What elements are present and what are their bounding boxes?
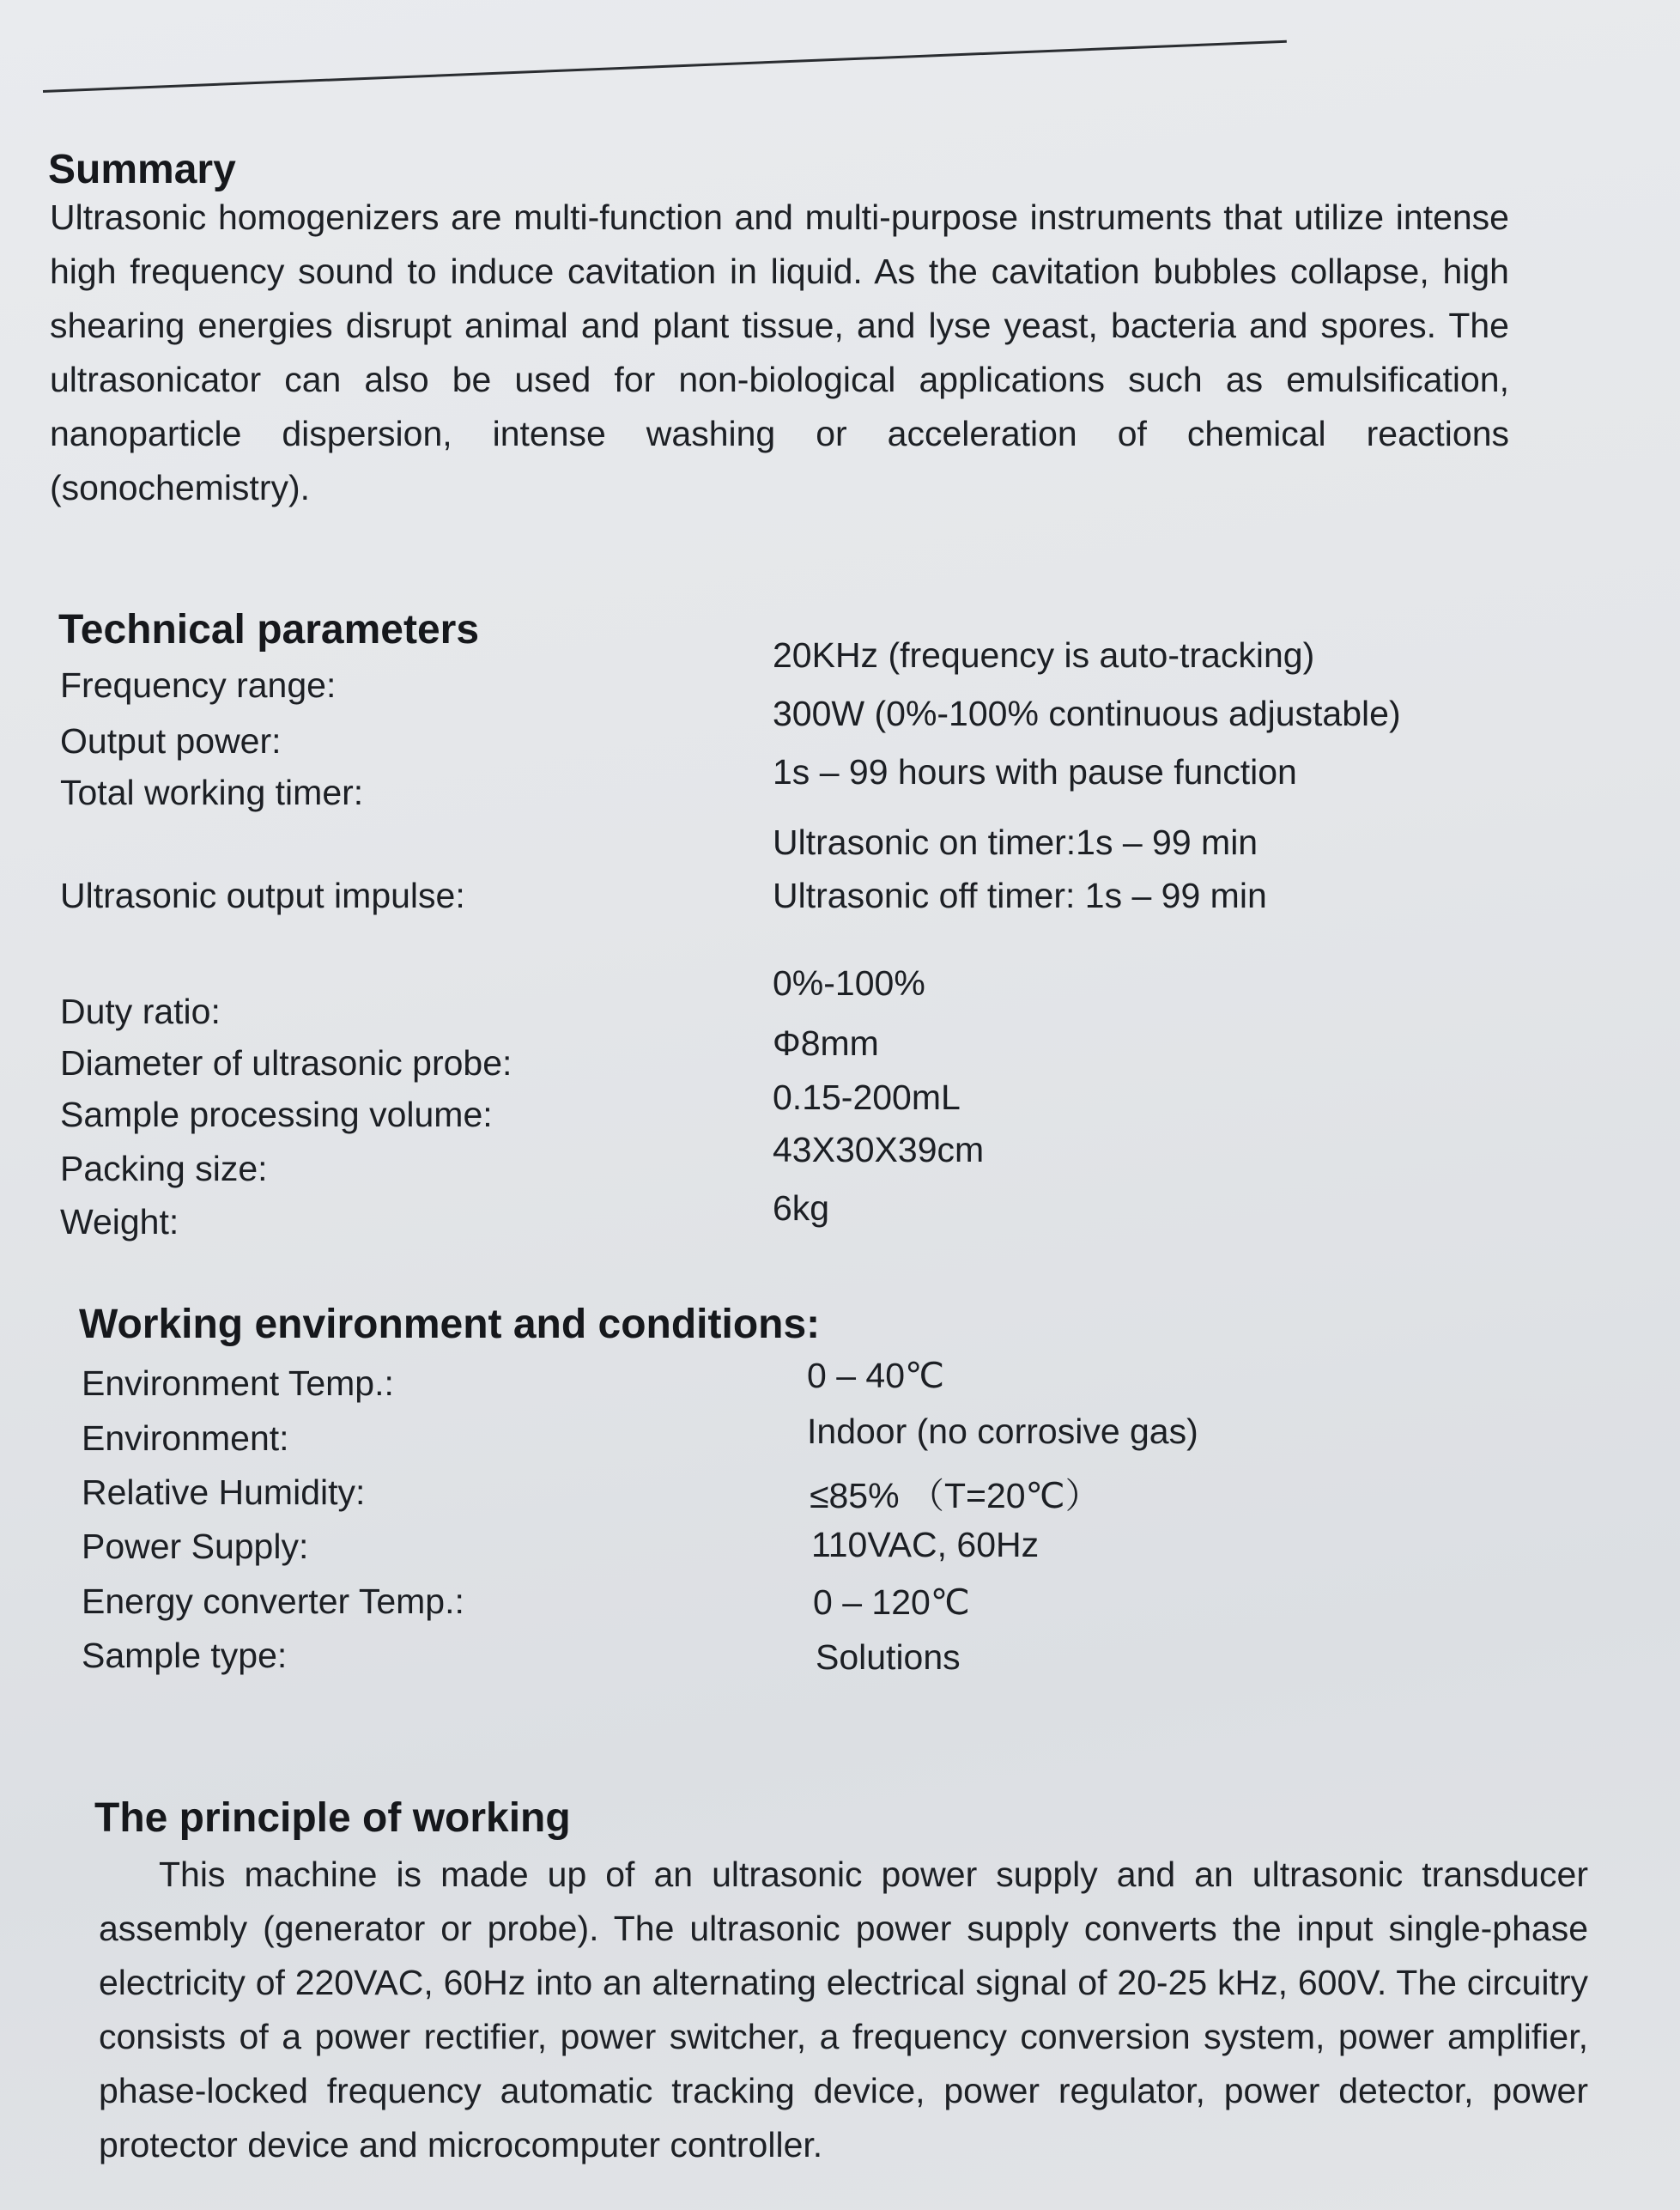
param-value: 0%-100% — [773, 963, 925, 1003]
env-label: Sample type: — [82, 1636, 288, 1675]
param-value: 1s – 99 hours with pause function — [773, 752, 1297, 792]
param-label: Weight: — [60, 1202, 179, 1242]
env-value: Indoor (no corrosive gas) — [807, 1412, 1198, 1451]
principle-paragraph — [99, 1848, 1588, 2172]
technical-parameters-heading: Technical parameters — [58, 607, 480, 653]
env-label: Environment Temp.: — [82, 1363, 394, 1403]
param-value: 300W (0%-100% continuous adjustable) — [773, 694, 1401, 733]
param-label: Diameter of ultrasonic probe: — [60, 1043, 512, 1083]
param-label: Frequency range: — [60, 665, 337, 705]
param-value: 20KHz (frequency is auto-tracking) — [773, 635, 1315, 675]
param-value-secondary: Ultrasonic off timer: 1s – 99 min — [773, 876, 1267, 915]
env-label: Relative Humidity: — [82, 1472, 366, 1512]
param-label: Ultrasonic output impulse: — [60, 876, 465, 915]
principle-text: This machine is made up of an ultrasonic power supply and an ultrasonic transducer assembly (generator or probe). The ultrasonic power supply converts the input single-phase electricity of 220VAC, 60Hz into an alternating electrical signal of 20-25 kHz, 600V. The circuitry consists of a power rectifier, power switcher, a frequency conversion system, power amplifier, phase-locked frequency automatic tracking device, power regulator, power detector, power protector device and microcomputer controller. — [99, 1855, 1588, 2164]
working-environment-heading: Working environment and conditions: — [79, 1302, 821, 1347]
env-label: Power Supply: — [82, 1527, 309, 1566]
env-value: 0 – 120℃ — [813, 1582, 970, 1622]
summary-paragraph: Ultrasonic homogenizers are multi-function and multi-purpose instruments that utilize intense high frequency sound to induce cavitation in liquid. As the cavitation bubbles collapse, high shearing energies disrupt animal and plant tissue, and lyse yeast, bacteria and spores. The ultrasonicator can also be used for non-biological applications such as emulsification, nanoparticle dispersion, intense washing or acceleration of chemical reactions (sonochemistry). — [50, 197, 1509, 507]
env-value: 0 – 40℃ — [807, 1356, 945, 1395]
env-label: Environment: — [82, 1418, 289, 1458]
param-value: 0.15-200mL — [773, 1078, 961, 1117]
param-value: Φ8mm — [773, 1023, 879, 1063]
param-label: Packing size: — [60, 1149, 268, 1188]
param-label: Duty ratio: — [60, 992, 221, 1031]
param-label: Total working timer: — [60, 773, 364, 812]
param-label: Sample processing volume: — [60, 1095, 493, 1134]
summary-heading: Summary — [48, 147, 236, 192]
env-label: Energy converter Temp.: — [82, 1582, 464, 1621]
param-label: Output power: — [60, 721, 282, 761]
env-value: Solutions — [816, 1637, 961, 1677]
env-value: 110VAC, 60Hz — [811, 1525, 1040, 1564]
env-value: ≤85% （T=20℃） — [810, 1476, 1101, 1515]
param-value: 6kg — [773, 1188, 830, 1228]
param-value: 43X30X39cm — [773, 1130, 985, 1169]
principle-heading: The principle of working — [94, 1795, 571, 1841]
param-value: Ultrasonic on timer:1s – 99 min — [773, 823, 1258, 862]
